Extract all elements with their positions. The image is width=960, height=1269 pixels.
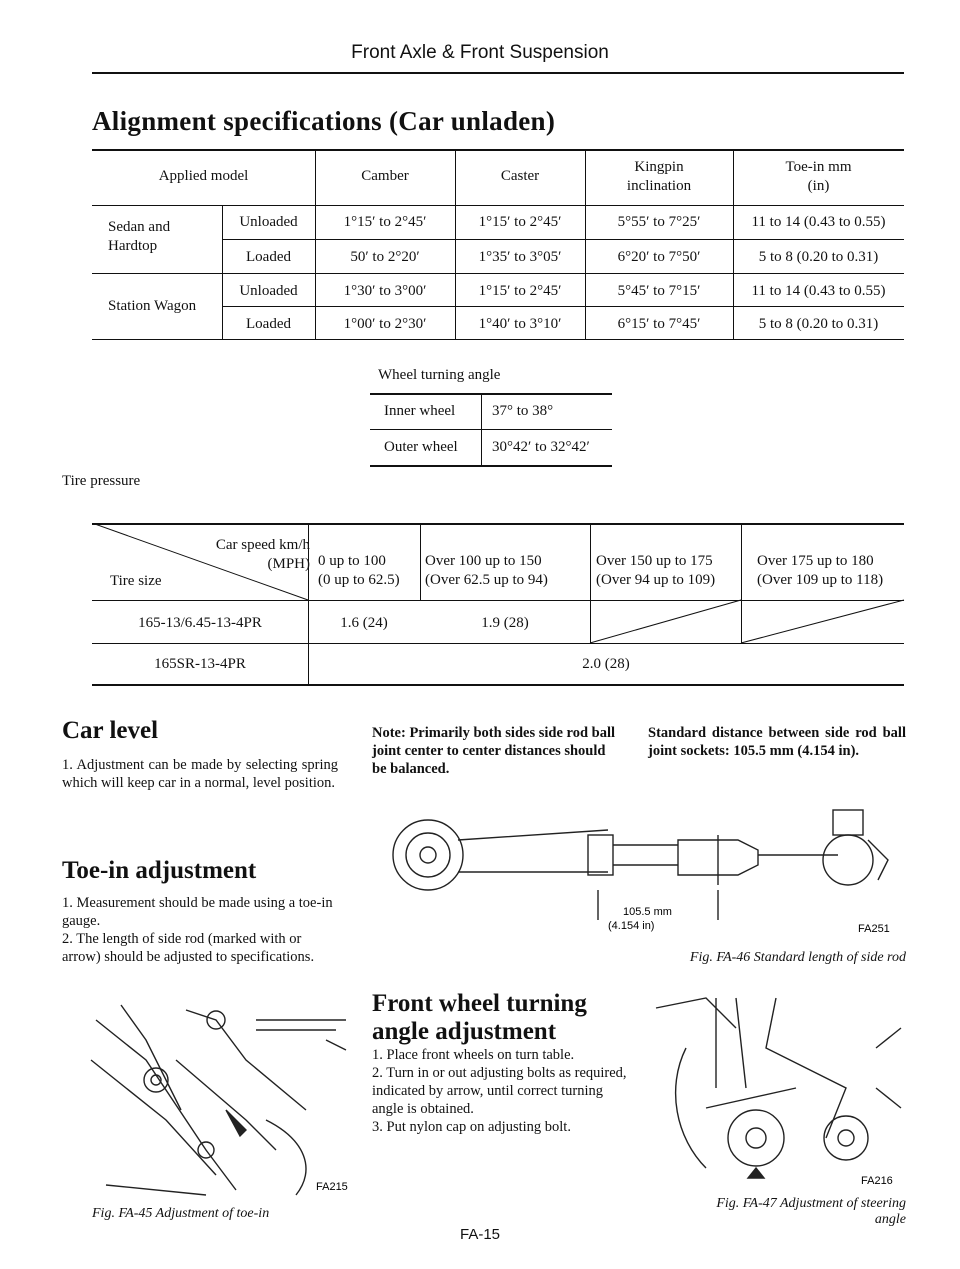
fig-fa47-caption — [650, 1196, 906, 1228]
fig-fa46-caption: Fig. FA-46 Standard length of side rod — [689, 950, 906, 965]
speed-col-1-l1: 0 up to 100 — [318, 553, 386, 569]
speed-col-1 — [318, 552, 400, 590]
speed-col-2 — [425, 552, 548, 590]
fwta-title-line-2: angle adjustment — [372, 1018, 557, 1045]
row-camber: 1°00′ to 2°30′ — [343, 316, 427, 332]
speed-col-2-l1: Over 100 up to 150 — [425, 553, 542, 569]
row-toein: 5 to 8 (0.20 to 0.31) — [758, 316, 879, 332]
row-kingpin: 5°55′ to 7°25′ — [617, 214, 701, 230]
fwta-title — [372, 990, 587, 1046]
row-load: Loaded — [246, 249, 291, 265]
row-camber: 1°15′ to 2°45′ — [343, 214, 427, 230]
speed-col-1-l2: (0 up to 62.5) — [318, 572, 400, 588]
fwta-title-line-1: Front wheel turning — [372, 990, 587, 1017]
model-sedan-hardtop: Sedan and Hardtop — [108, 219, 171, 254]
row-load: Unloaded — [239, 214, 298, 230]
speed-col-4 — [757, 552, 883, 590]
speed-col-4-l2: (Over 109 up to 118) — [757, 572, 884, 588]
pressure-2: 2.0 (28) — [582, 656, 630, 672]
corner-tire-size: Tire size — [110, 573, 162, 589]
inner-wheel-label: Inner wheel — [384, 403, 456, 419]
tire-pressure-title: Tire pressure — [62, 473, 141, 489]
fig-fa47-illustration — [646, 988, 908, 1188]
row-kingpin: 5°45′ to 7°15′ — [617, 283, 701, 299]
row-kingpin: 6°15′ to 7°45′ — [617, 316, 701, 332]
page-number: FA-15 — [459, 1226, 501, 1243]
header-applied-model: Applied model — [158, 168, 249, 184]
toein-adj-list — [62, 894, 338, 966]
toein-adj-item-2: 2. The length of side rod (marked with or arrow) should be adjusted to specifications. — [62, 931, 315, 965]
inner-wheel-value: 37° to 38° — [492, 403, 554, 419]
outer-wheel-value: 30°42′ to 32°42′ — [492, 439, 590, 455]
header-caster: Caster — [500, 168, 540, 184]
toein-adj-title: Toe-in adjustment — [62, 857, 257, 884]
fwta-item-3: 3. Put nylon cap on adjusting bolt. — [372, 1119, 571, 1135]
fwta-list — [372, 1046, 630, 1136]
turning-angle-title: Wheel turning angle — [378, 367, 501, 383]
row-caster: 1°15′ to 2°45′ — [478, 214, 562, 230]
header-kingpin-text: Kingpin inclination — [626, 159, 692, 194]
tire-size-1: 165-13/6.45-13-4PR — [138, 615, 262, 631]
header-rule — [92, 72, 904, 74]
section-title-alignment: Alignment specifications (Car unladen) — [92, 106, 556, 136]
row-toein: 5 to 8 (0.20 to 0.31) — [758, 249, 879, 265]
header-toein — [733, 158, 904, 196]
row-load: Unloaded — [239, 283, 298, 299]
car-level-title: Car level — [62, 717, 159, 744]
fig-fa47-code: FA216 — [861, 1175, 893, 1187]
row-camber: 1°30′ to 3°00′ — [343, 283, 427, 299]
row-caster: 1°35′ to 3°05′ — [478, 249, 562, 265]
header-kingpin — [585, 158, 733, 196]
speed-col-2-l2: (Over 62.5 up to 94) — [425, 572, 548, 588]
toein-adj-item-1: 1. Measurement should be made using a toe-in gauge. — [62, 895, 333, 929]
speed-col-3-l1: Over 150 up to 175 — [596, 553, 713, 569]
row-caster: 1°40′ to 3°10′ — [478, 316, 562, 332]
header-toein-text: Toe-in mm (in) — [785, 159, 852, 194]
row-caster: 1°15′ to 2°45′ — [478, 283, 562, 299]
row-camber: 50′ to 2°20′ — [350, 249, 420, 265]
fig-fa47-caption-line-2: angle — [874, 1212, 906, 1227]
pressure-1-col1: 1.6 (24) — [340, 615, 388, 631]
fig-fa46-dim2: (4.154 in) — [608, 920, 655, 932]
standard-distance-text: Standard distance between side rod ball joint sockets: 105.5 mm (4.154 in). — [648, 725, 906, 759]
corner-car-speed: Car speed km/h (MPH) — [215, 537, 310, 572]
row-load: Loaded — [246, 316, 291, 332]
speed-col-4-l1: Over 175 up to 180 — [757, 553, 874, 569]
pressure-1-col2: 1.9 (28) — [481, 615, 529, 631]
fig-fa47-caption-line-1: Fig. FA-47 Adjustment of steering — [716, 1196, 906, 1211]
page-header: Front Axle & Front Suspension — [351, 42, 609, 63]
speed-col-3-l2: (Over 94 up to 109) — [596, 572, 716, 588]
row-toein: 11 to 14 (0.43 to 0.55) — [751, 214, 886, 230]
note-text: Note: Primarily both sides side rod ball joint center to center distances should be balanced. — [372, 725, 616, 777]
speed-col-3 — [596, 552, 715, 590]
model-station-wagon: Station Wagon — [108, 298, 197, 314]
fig-fa46-dim1: 105.5 mm — [623, 906, 672, 918]
row-toein: 11 to 14 (0.43 to 0.55) — [751, 283, 886, 299]
fig-fa45-caption: Fig. FA-45 Adjustment of toe-in — [92, 1206, 270, 1221]
fwta-item-2: 2. Turn in or out adjusting bolts as required, indicated by arrow, until correct turning angle is obtained. — [372, 1065, 627, 1117]
car-level-text: 1. Adjustment can be made by selecting spring which will keep car in a normal, level position. — [62, 757, 338, 791]
outer-wheel-label: Outer wheel — [384, 439, 458, 455]
tire-size-2: 165SR-13-4PR — [154, 656, 246, 672]
fig-fa46-code: FA251 — [858, 923, 890, 935]
fig-fa46-illustration — [378, 800, 908, 940]
header-camber: Camber — [361, 168, 409, 184]
fig-fa45-illustration — [86, 1000, 356, 1200]
fig-fa45-code: FA215 — [316, 1181, 348, 1193]
row-kingpin: 6°20′ to 7°50′ — [617, 249, 701, 265]
fwta-item-1: 1. Place front wheels on turn table. — [372, 1047, 575, 1063]
